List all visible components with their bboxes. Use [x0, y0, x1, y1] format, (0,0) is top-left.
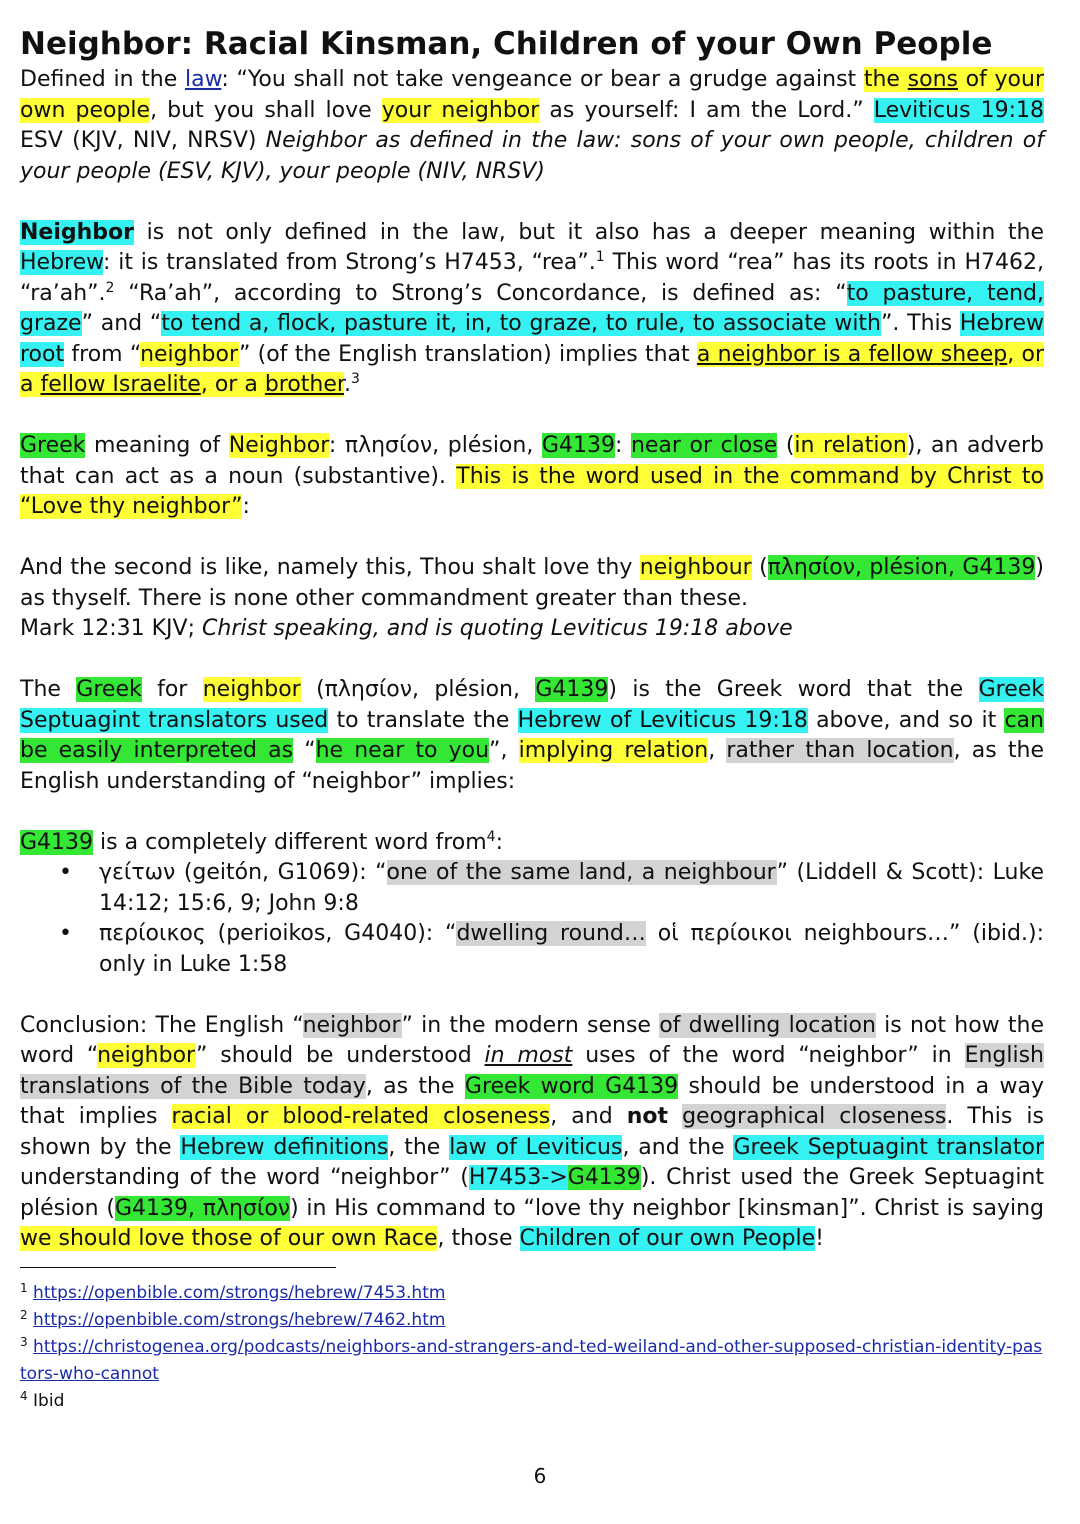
footnote-link[interactable]: https://openbible.com/strongs/hebrew/7453.htm — [33, 1282, 446, 1303]
highlight-command: This is the word used in the command by Christ to “Love thy neighbor” — [20, 463, 1045, 519]
footnote-ref-4: 4 — [486, 828, 496, 845]
footnote-ref-3: 3 — [350, 371, 360, 387]
paragraph-greek-meaning: Greek meaning of Neighbor: πλησίον, plésion, G4139: near or close (in relation), an adverb that can act as a noun (substantive). This is the word used in the command by Christ to “Love thy neighbor”: — [20, 433, 1045, 519]
reference-leviticus: Leviticus 19:18 — [873, 97, 1045, 123]
highlight-greek: Greek — [20, 433, 86, 458]
highlight-implying-relation: implying relation — [518, 738, 709, 763]
bullet-icon: • — [59, 921, 72, 946]
paragraph-conclusion: Conclusion: The English “neighbor” in the modern sense of dwelling location is not how the word “neighbor” should be understood in most uses of the word “neighbor” in English translations of the Bible today, as the Greek word G4139 should be understood in a way that implies racial or blood-related closeness, and not geographical closeness. This is shown by the Hebrew definitions, the law of Leviticus, and the Greek Septuagint translator understanding of the word “neighbor” (H7453->G4139). Christ used the Greek Septuagint plésion (G4139, πλησίον) in His command to “love thy neighbor [kinsman]”. Christ is saying we should love those of our own Race, those Children of our own People! — [20, 1012, 1045, 1251]
highlight-location: rather than location — [726, 738, 954, 763]
highlight-neighbor: neighbor — [140, 341, 239, 367]
footnotes — [20, 1280, 1044, 1415]
strongs-code: G4139 — [20, 829, 94, 855]
word-neighbor: Neighbor — [20, 219, 134, 245]
law-link[interactable]: law — [184, 67, 222, 92]
paragraph-septuagint: The Greek for neighbor (πλησίον, plésion, G4139) is the Greek word that the Greek Septuagint translators used to translate the Hebrew of Leviticus 19:18 above, and so it can be easily interpreted as “he near to you”, implying relation, rather than location, as the English understanding of “neighbor” implies: — [20, 677, 1044, 794]
highlight-near-or-close: near or close — [630, 433, 778, 458]
text: : “You shall not take vengeance or bear a grudge against — [221, 67, 864, 92]
strongs-code: G4139 — [535, 677, 609, 702]
highlight-hebrew: Hebrew — [20, 250, 103, 275]
paragraph-law-definition: Defined in the law: “You shall not take vengeance or bear a grudge against the sons of your own people, but you shall love your neighbor as yourself: I am the Lord.” Leviticus 19:18 ESV (KJV, NIV, NRSV) Neighbor as defined in the law: sons of your own people, children of your people (ESV, KJV), your people (NIV, NRSV) — [20, 67, 1045, 184]
footnote-divider — [20, 1267, 336, 1268]
footnote-4: $^4$ Ibid — [20, 1388, 65, 1411]
definition-tend-flock: to tend a, flock, pasture it, in, to graze, to rule, to associate with — [161, 311, 881, 336]
paragraph-different-word: G4139 is a completely different word from$^4$: — [20, 828, 504, 855]
definition-pasture: to pasture, tend, graze — [20, 280, 1045, 336]
highlight-hebrew-root: Hebrew root — [20, 311, 1044, 367]
highlight-neighbour: neighbour — [639, 555, 752, 580]
footnote-link[interactable]: https://openbible.com/strongs/hebrew/7462.htm — [33, 1309, 446, 1330]
list-item: • περίοικος (perioikos, G4040): “dwelling round… οἱ περίοικοι neighbours…” (ibid.): only in Luke 1:58 — [59, 921, 1044, 977]
highlight-hebrew-leviticus: Hebrew of Leviticus 19:18 — [517, 707, 808, 733]
highlight-greek-term: πλησίον, plésion, G4139 — [767, 555, 1036, 580]
footnote-1: $^1$ https://openbible.com/strongs/hebrew/7453.htm — [20, 1280, 446, 1303]
highlight-greek: Greek — [76, 677, 142, 702]
document-page — [20, 24, 1044, 1415]
bullet-list — [20, 858, 1044, 980]
law-note: Neighbor as defined in the law: sons of your own people, children of your people (ESV, KJV), your people (NIV, NRSV) — [20, 128, 1044, 184]
mark-reference: Mark 12:31 KJV; Christ speaking, and is quoting Leviticus 19:18 above — [20, 616, 793, 641]
paragraph-hebrew-meaning: Neighbor is not only defined in the law, but it also has a deeper meaning within the Hebrew: it is translated from Strong’s H7453, “rea”.$^1$ This word “rea” has its roots in H7462, “ra’ah”.$^2$ “Ra’ah”, according to Strong’s Concordance, is defined as: “to pasture, tend, graze” and “to tend a, flock, pasture it, in, to graze, to rule, to associate with”. This Hebrew root from “neighbor” (of the English translation) implies that a neighbor is a fellow sheep, or a fellow Israelite, or a brother.$^3$ — [20, 219, 1045, 397]
page-number: 6 — [533, 1464, 547, 1488]
highlight-interpreted: can be easily interpreted as — [20, 707, 1044, 763]
highlight-neighbor: Neighbor — [228, 433, 329, 458]
bullet-icon: • — [59, 860, 72, 885]
highlight-neighbor: neighbor — [202, 677, 301, 702]
highlight-near-to-you: he near to you — [315, 738, 490, 763]
highlight-your-neighbor: your neighbor — [381, 97, 540, 123]
footnote-2: $^2$ https://openbible.com/strongs/hebrew/7462.htm — [20, 1307, 446, 1330]
page-title: Neighbor: Racial Kinsman, Children of your Own People — [20, 26, 993, 62]
highlight-septuagint: Greek Septuagint translators used — [20, 677, 1044, 733]
strongs-code: G4139 — [541, 433, 615, 458]
footnote-ref-1: 1 — [595, 249, 605, 265]
footnote-ref-2: 2 — [105, 279, 115, 296]
paragraph-mark-quote: And the second is like, namely this, Thou shalt love thy neighbour (πλησίον, plésion, G4139) as thyself. There is none other commandment greater than these. — [20, 555, 1044, 611]
footnote-link[interactable]: https://christogenea.org/podcasts/neighbors-and-strangers-and-ted-weiland-and-other-supposed-christian-identity-pastors-who-cannot — [20, 1336, 1043, 1384]
text: Defined in the — [20, 67, 185, 92]
list-item: • γείτων (geitón, G1069): “one of the same land, a neighbour” (Liddell & Scott): Luke 14:12; 15:6, 9; John 9:8 — [59, 860, 1044, 916]
highlight-in-relation: in relation — [794, 433, 907, 458]
highlight-fellow-sheep: a neighbor is a fellow sheep, or a fellow Israelite, or a brother — [20, 341, 1044, 397]
footnote-3: $^3$ https://christogenea.org/podcasts/neighbors-and-strangers-and-ted-weiland-and-other-supposed-christian-identity-pastors-who-cannot — [20, 1334, 1043, 1384]
highlight-sons: the sons of your own people — [20, 67, 1044, 123]
